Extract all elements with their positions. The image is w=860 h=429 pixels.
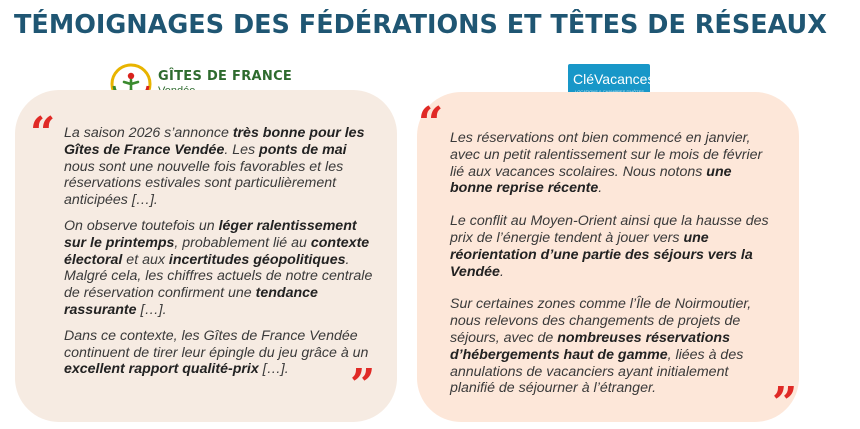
open-quote-icon: “	[418, 98, 444, 149]
close-quote-icon: ”	[772, 378, 798, 429]
gites-brand-name: GÎTES DE FRANCE	[158, 69, 293, 84]
open-quote-icon: “	[30, 108, 56, 159]
testimonial-text-gites	[64, 125, 380, 387]
paragraph: La saison 2026 s’annonce très bonne pour les Gîtes de France Vendée. Les ponts de mai nous sont une nouvelle fois favorables et les réservations estivales sont particulièrement anticipées […].	[64, 125, 365, 209]
paragraph: Le conflit au Moyen-Orient ainsi que la hausse des prix de l’énergie tendent à jouer vers une réorientation d’une partie des séjours vers la Vendée.	[450, 213, 769, 280]
paragraph: Dans ce contexte, les Gîtes de France Vendée continuent de tirer leur épingle du jeu grâce à un excellent rapport qualité-prix […].	[64, 327, 369, 378]
paragraph: Les réservations ont bien commencé en janvier, avec un petit ralentissement sur le mois de février lié aux vacances scolaires. Nous notons une bonne reprise récente.	[450, 130, 763, 197]
page-title: TÉMOIGNAGES DES FÉDÉRATIONS ET TÊTES DE RÉSEAUX	[14, 10, 827, 40]
paragraph: Sur certaines zones comme l’Île de Noirmoutier, nous relevons des changements de projets de séjours, avec de nombreuses réservations d’hébergements haut de gamme, liées à des annulations de vacanciers ayant initialement planifié de séjourner à l’étranger.	[450, 296, 752, 397]
close-quote-icon: ”	[350, 360, 376, 411]
clevacances-brand-name: CléVacances	[573, 71, 655, 87]
testimonial-text-clevacances	[450, 130, 776, 413]
paragraph: On observe toutefois un léger ralentissement sur le printemps, probablement lié au contexte électoral et aux incertitudes géopolitiques. Malgré cela, les chiffres actuels de notre centrale de réservation confirment une tendance rassurante […].	[64, 217, 373, 318]
